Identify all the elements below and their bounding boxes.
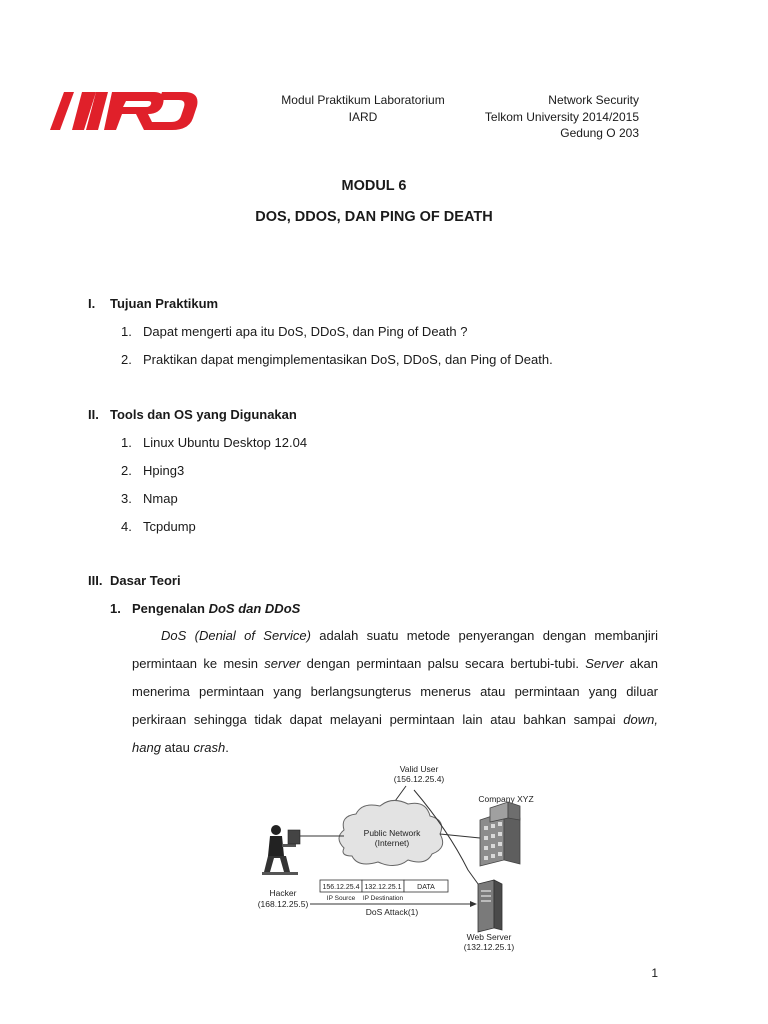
cloud-sublabel: (Internet): [374, 838, 410, 848]
module-title: MODUL 6: [341, 178, 407, 194]
valid-user-label: Valid User: [399, 764, 439, 774]
server-ip: (132.12.25.1): [463, 942, 515, 952]
header-course-line1: Network Security: [548, 93, 639, 107]
ip-dest-label: IP Destination: [362, 895, 404, 902]
company-label: Company XYZ: [478, 794, 534, 804]
server-label: Web Server: [466, 932, 512, 942]
paragraph-line: [132, 678, 658, 706]
text-run: perkiraan sehingga tidak dapat melayani permintaan lain atau bahkan sampai: [132, 712, 624, 727]
term-hang: hang: [132, 740, 161, 755]
subsection-heading: [110, 601, 300, 616]
section-title: Dasar Teori: [110, 573, 181, 588]
section-heading: [88, 296, 218, 311]
hacker-ip: (168.12.25.5): [258, 899, 309, 909]
ip-source-label: IP Source: [326, 895, 356, 902]
list-item: [121, 352, 553, 367]
text-run: permintaan ke mesin: [132, 656, 265, 671]
text-run: adalah suatu metode penyerangan dengan membanjiri: [310, 628, 658, 643]
section-title: Tujuan Praktikum: [110, 296, 219, 311]
list-number: 1.: [121, 324, 132, 339]
paragraph-line: [132, 622, 658, 650]
term-server: server: [264, 656, 301, 671]
list-text: Tcpdump: [143, 519, 196, 534]
list-item: [121, 491, 178, 506]
module-subject: DOS, DDOS, DAN PING OF DEATH: [255, 209, 493, 225]
list-number: 2.: [121, 463, 132, 478]
page-number: 1: [651, 966, 658, 980]
text-run: .: [225, 740, 229, 755]
paragraph-line: [132, 706, 658, 734]
section-heading: [88, 573, 181, 588]
valid-user-ip: (156.12.25.4): [393, 774, 445, 784]
header-lab-line2: IARD: [348, 109, 378, 124]
subsection-title-italic: DoS dan DDoS: [208, 601, 301, 616]
subsection-number: 1.: [110, 601, 121, 616]
header-course-line2: Telkom University 2014/2015: [484, 109, 639, 124]
text-run: akan: [623, 656, 658, 671]
header-lab: [262, 92, 464, 125]
section-heading: [88, 407, 297, 422]
list-text: Dapat mengerti apa itu DoS, DDoS, dan Ping of Death ?: [143, 324, 468, 339]
list-text: Praktikan dapat mengimplementasikan DoS, DDoS, dan Ping of Death.: [143, 352, 553, 367]
cloud-label: Public Network: [363, 828, 421, 838]
text-run: atau: [160, 740, 194, 755]
term-down: down,: [623, 712, 658, 727]
section-number: I.: [88, 296, 96, 311]
list-item: [121, 324, 467, 339]
section-title: Tools dan OS yang Digunakan: [110, 407, 297, 422]
list-text: Linux Ubuntu Desktop 12.04: [143, 435, 308, 450]
paragraph-line: [132, 734, 658, 762]
term-server: Server: [585, 656, 624, 671]
header-course-line3: Gedung O 203: [560, 126, 639, 140]
list-item: [121, 435, 307, 450]
packet-dst: 132.12.25.1: [364, 884, 402, 891]
packet-data: DATA: [417, 884, 435, 891]
hacker-label: Hacker: [269, 888, 297, 898]
packet-src: 156.12.25.4: [322, 884, 360, 891]
term-dos: DoS (Denial of Service): [161, 628, 311, 643]
paragraph-line: [132, 650, 658, 678]
attack-label: DoS Attack(1): [365, 907, 419, 917]
text-run: menerima permintaan yang berlangsungterus menerus atau permintaan yang diluar: [132, 684, 658, 699]
list-number: 1.: [121, 435, 132, 450]
list-item: [121, 519, 196, 534]
list-text: Nmap: [143, 491, 178, 506]
web-server-icon: [478, 880, 502, 932]
text-run: dengan permintaan palsu secara bertubi-tubi.: [300, 656, 586, 671]
subsection-title-plain: Pengenalan: [132, 601, 209, 616]
list-item: [121, 463, 184, 478]
list-text: Hping3: [143, 463, 185, 478]
body-paragraph: [132, 622, 658, 762]
section-number: II.: [88, 407, 99, 422]
list-number: 2.: [121, 352, 132, 367]
header-lab-line1: Modul Praktikum Laboratorium: [281, 93, 445, 107]
header-course: [440, 92, 639, 142]
list-number: 3.: [121, 491, 132, 506]
list-number: 4.: [121, 519, 132, 534]
term-crash: crash: [193, 740, 226, 755]
section-number: III.: [88, 573, 103, 588]
iard-logo: [50, 92, 200, 132]
dos-network-diagram: [258, 760, 538, 952]
